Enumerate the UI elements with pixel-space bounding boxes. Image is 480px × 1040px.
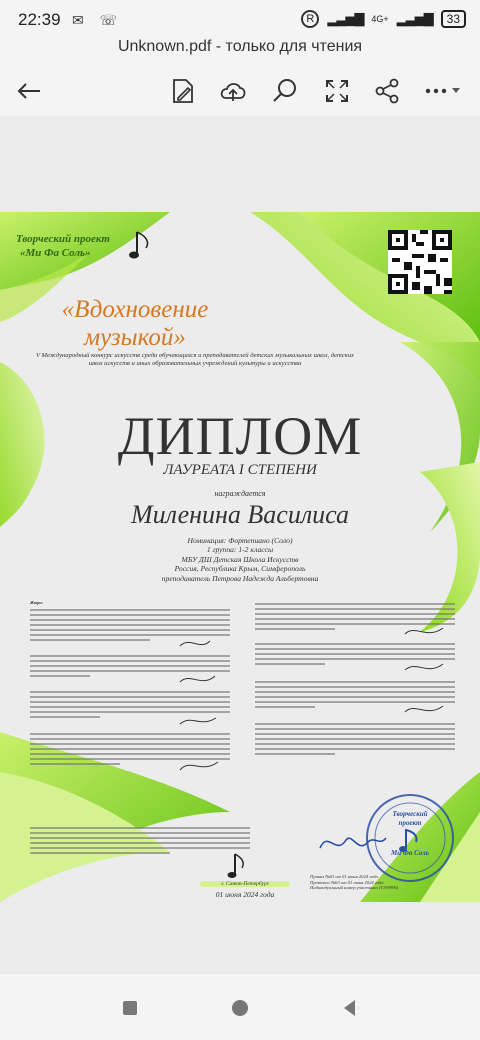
system-nav-bar [0, 974, 480, 1040]
status-bar [0, 0, 480, 38]
network-type: 4G+ [371, 14, 389, 24]
contest-description: V Международный конкурс искусств среди обучающихся и преподавателей детских музыкальных школ, детских школ искусств и иных образовательных учреждений культуры и искусства [36, 352, 354, 367]
more-icon[interactable] [420, 76, 464, 106]
chair-text-block [30, 824, 250, 864]
jury-list-right [255, 600, 455, 790]
project-label-1: Творческий проект [16, 233, 110, 245]
status-right [301, 10, 466, 28]
contest-title-line-1: «Вдохновение [61, 296, 209, 323]
awarded-label: награждается [214, 489, 266, 498]
search-icon[interactable] [270, 76, 300, 106]
jury-label: Жюри: [30, 600, 44, 605]
footer-order-3: Индивидуальный номер участника (Т199996) [310, 885, 399, 891]
stamp-text-3: Ми Фа Соль [391, 849, 429, 857]
registered-icon: R [301, 10, 319, 28]
recents-button[interactable] [120, 998, 140, 1018]
back-icon[interactable] [14, 76, 44, 106]
diploma-subheading: ЛАУРЕАТА I СТЕПЕНИ [163, 462, 317, 478]
fullscreen-icon[interactable] [322, 76, 352, 106]
diploma-heading: ДИПЛОМ [117, 406, 363, 466]
city-label: г. Санкт-Петербург [200, 881, 290, 887]
document-viewer[interactable] [0, 116, 480, 974]
viewer-toolbar [0, 66, 480, 116]
share-icon[interactable] [372, 76, 402, 106]
group: 1 группа: 1-2 классы [206, 545, 274, 555]
notification-icons: ✉ ☏ [72, 12, 124, 28]
chair-signature [318, 828, 388, 858]
home-button[interactable] [230, 998, 250, 1018]
footer-order-1: Приказ №63 от 01 июня 2024 года [310, 874, 378, 879]
stamp-text-1: Творческий [392, 810, 428, 818]
battery-indicator: 33 [441, 10, 466, 28]
contest-title-line-2: музыкой» [84, 324, 186, 351]
location: Россия, Республика Крым, Симферополь [174, 564, 306, 574]
recipient-name: Миленина Василиса [130, 500, 350, 529]
footer-orders [310, 874, 460, 891]
music-note-icon [128, 228, 156, 264]
back-button[interactable] [340, 998, 360, 1018]
edit-icon[interactable] [168, 76, 198, 106]
project-logo-text [16, 232, 136, 260]
school: МБУ ДШ Детская Школа Искусств [181, 554, 299, 564]
nomination: Номинация: Фортепиано (Соло) [187, 536, 293, 545]
signal-icon-2: ▂▃▅▇ [396, 11, 433, 26]
document-title: Unknown.pdf - только для чтения [0, 38, 480, 66]
qr-code-icon [388, 230, 452, 294]
status-time: 22:39 [18, 10, 61, 29]
cloud-upload-icon[interactable] [218, 76, 248, 106]
stamp-text-2: проект [398, 818, 422, 827]
project-label-2: «Ми Фа Соль» [20, 247, 91, 259]
small-music-note-icon [226, 852, 252, 882]
award-details [110, 536, 370, 583]
teacher: преподаватель Петрова Надежда Альбертовна [161, 573, 319, 583]
date-label: 01 июня 2024 года [215, 890, 275, 899]
contest-title [40, 296, 230, 352]
footer-order-2: Протокол №63 от 01 июня 2024 года [310, 879, 384, 885]
signal-icon: ▂▃▅▇ [327, 11, 364, 26]
jury-list-left [30, 606, 230, 806]
pdf-page[interactable] [0, 212, 480, 902]
